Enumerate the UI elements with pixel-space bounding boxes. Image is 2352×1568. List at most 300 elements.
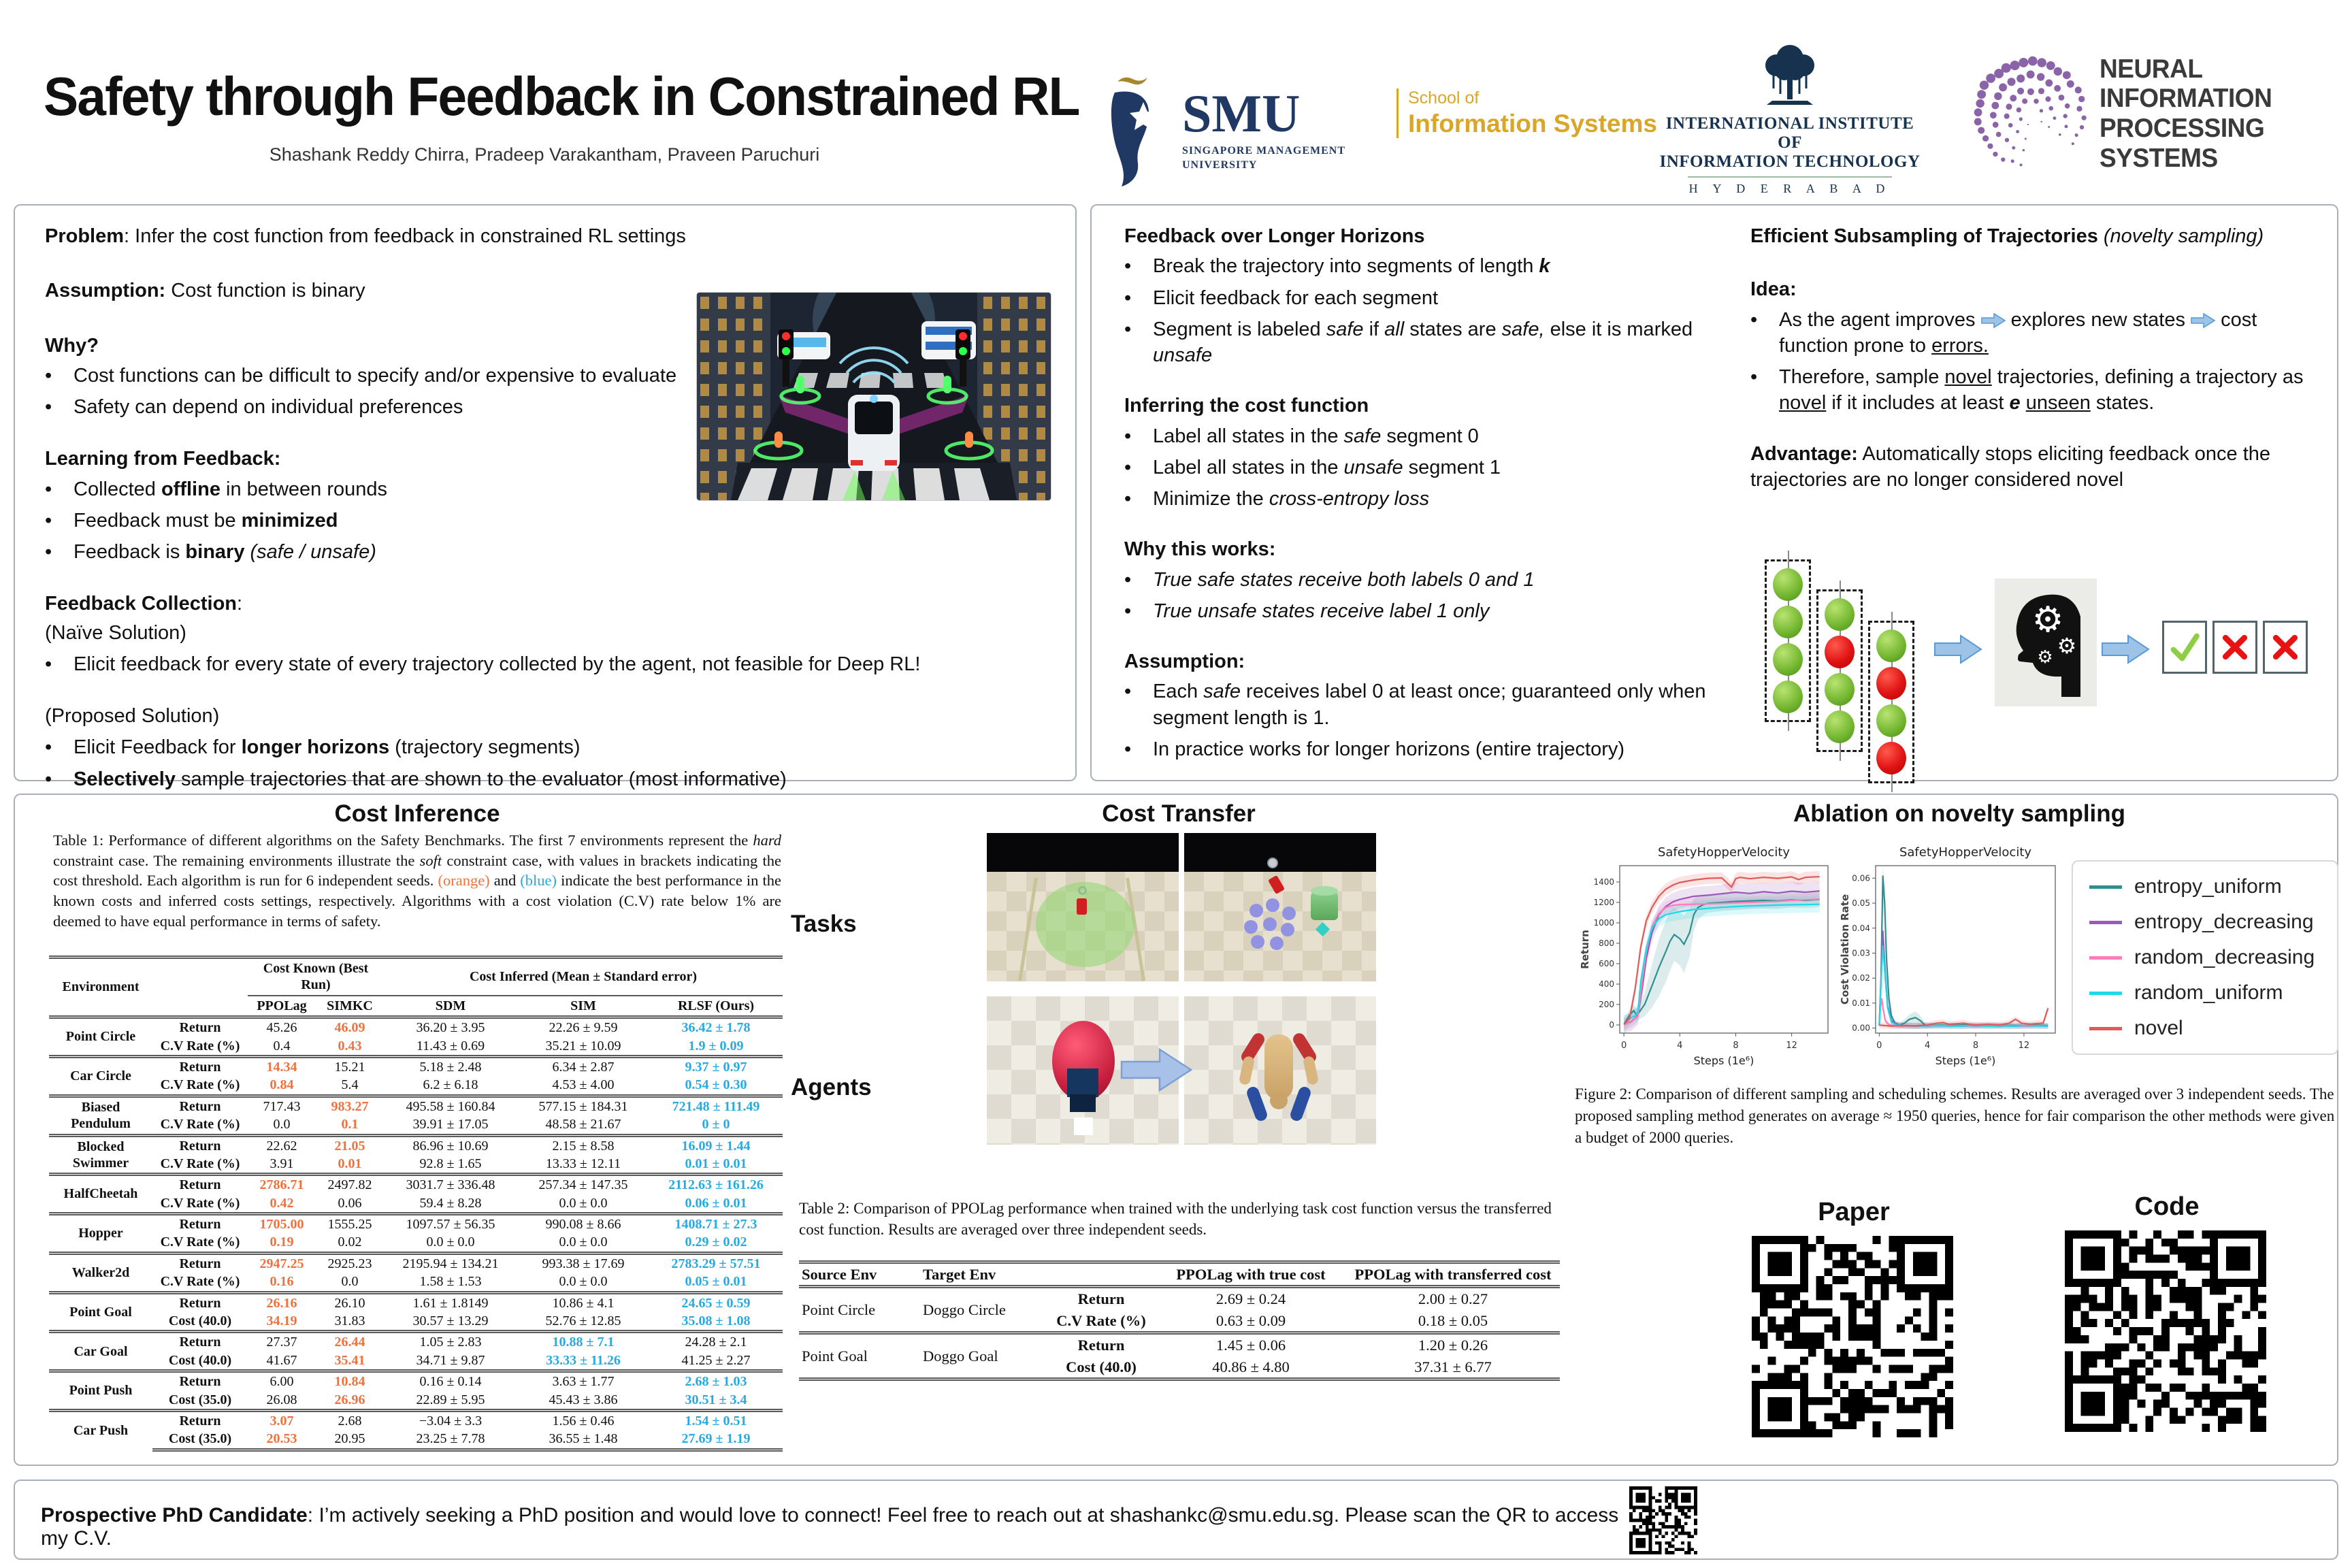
table-cell: 35.41 — [334, 1352, 365, 1368]
iiit-rule — [1688, 176, 1892, 178]
table-cell: 1.45 ± 0.06 — [1156, 1333, 1346, 1356]
table-cell: 9.37 ± 0.97 — [649, 1056, 783, 1076]
bullet-marker: • — [45, 364, 52, 387]
table1: Environment Cost Known (Best Run) Cost Inferred (Mean ± Standard error) PPOLag SIMKC SDM SIM RLSF (Ours) Point Circle Return 45.26 46.09 36.20 ± 3.95 22.26 ± 9.59 36.42 ± 1.78 C.V Rate (%) 0.4 0.43 11.43 ± 0.69 35.21 ± 10.09 1.9 ± 0.09 Car Circle Return 14.34 15.21 5.18 ± 2.48 6.34 ± 2.87 9.37 ± 0.97 C.V Rate (%) 0.84 5.4 6.2 ± 6.18 4.53 ± 4.00 0.54 ± 0.30 Biased Pendulum Return 717.43 983.27 495.58 ± 160.84 577.15 ± 184.31 721.48 ± 111.49 C.V Rate (%) 0.0 0.1 39.91 ± 17.05 48.58 ± 21.67 0 ± 0 Blocked Swimmer Return 22.62 21.05 86.96 ± 10.69 2.15 ± 8.58 16.09 ± 1.44 C.V Rate (%) 3.91 0.01 92.8 ± 1.65 13.33 ± 12.11 0.01 ± 0.01 HalfCheetah Return 2786.71 2497.82 3031.7 ± 336.48 257.34 ± 147.35 2112.63 ± 161.26 C.V Rate (%) 0.42 0.06 59.4 ± 8.28 0.0 ± 0.0 0.06 ± 0.01 Hopper Return 1705.00 1555.25 1097.57 ± 56.35 990.08 ± 8.66 1408.71 ± 27.3 C.V Rate (%) 0.19 0.02 0.0 ± 0.0 0.0 ± 0.0 0.29 ± 0.02 Walker2d Return 2947.25 2925.23 2195.94 ± 134.21 993.38 ± 17.69 2783.29 ± 57.51 C.V Rate (%) 0.16 0.0 1.58 ± 1.53 0.0 ± 0.0 0.05 ± 0.01 Point Goal Return 26.16 26.10 1.61 ± 1.8149 10.86 ± 4.1 24.65 ± 0.59 Cost (40.0) 34.19 31.83 30.57 ± 13.29 52.76 ± 12.85 35.08 ± 1.08 Car Goal Return 27.37 26.44 1.05 ± 2.83 10.88 ± 7.1 24.28 ± 2.1 Cost (40.0) 41.67 35.41 34.71 ± 9.87 33.33 ± 11.26 41.25 ± 2.27 Point Push Return 6.00 10.84 0.16 ± 0.14 3.63 ± 1.77 2.68 ± 1.03 Cost (35.0) 26.08 26.96 22.89 ± 5.95 45.43 ± 3.86 30.51 ± 3.4 Car Push Return 3.07 2.68 −3.04 ± 3.3 1.56 ± 0.46 1.54 ± 0.51 Cost (35.0) 20.53 20.95 23.25 ± 7.78 36.55 ± 1.48 27.69 ± 1.19 — [49, 956, 783, 1452]
text-line — [1124, 393, 1737, 419]
table-cell: 5.18 ± 2.48 — [384, 1056, 517, 1076]
bullet-item — [1750, 364, 2322, 416]
iiit-city: H Y D E R A B A D — [1688, 182, 1891, 195]
text-run: Cost functions can be difficult to specify and/or expensive to evaluate — [74, 364, 677, 387]
text-run: unsafe — [1153, 344, 1213, 367]
environment-name: Biased Pendulum — [49, 1096, 152, 1135]
table-cell: 2.69 ± 0.24 — [1215, 1290, 1286, 1308]
text-run: Feedback is — [74, 541, 186, 564]
column-header: PPOLag with true cost — [1156, 1262, 1346, 1287]
metric-label: C.V Rate (%) — [160, 1038, 240, 1054]
legend-label: novel — [2134, 1017, 2183, 1039]
text-run: Elicit feedback for every state of every trajectory collected by the agent, not feasible for Deep RL! — [74, 653, 921, 675]
table-cell: 1.54 ± 0.51 — [649, 1410, 783, 1430]
arrow-icon — [1981, 309, 2006, 331]
table-cell: 33.33 ± 11.26 — [546, 1352, 621, 1368]
iiit-tree-icon — [1749, 41, 1831, 114]
text-run: True unsafe states receive label 1 only — [1153, 600, 1490, 622]
table-cell: 16.09 ± 1.44 — [649, 1135, 783, 1155]
sis-small-text: School of — [1408, 88, 1480, 108]
legend-label: entropy_decreasing — [2134, 911, 2314, 933]
table-cell: 0.0 ± 0.0 — [426, 1235, 475, 1250]
transfer-arrow-icon — [1119, 1045, 1194, 1094]
metric-label: Return — [152, 1135, 248, 1155]
text-run: e — [2009, 392, 2021, 414]
text-run: cost function prone to — [1779, 308, 2257, 357]
text-run: offline — [161, 478, 220, 500]
text-run: Selectively — [74, 768, 176, 790]
trajectory-segment-3 — [1868, 621, 1914, 783]
svg-text:8: 8 — [1972, 1041, 1979, 1051]
bullet-item — [1124, 486, 1737, 512]
table-cell: 721.48 ± 111.49 — [649, 1096, 783, 1115]
table-cell: 46.09 — [316, 1017, 384, 1037]
table1-caption — [53, 830, 781, 931]
feedback-unsafe-cross — [2212, 621, 2257, 674]
metric-label: Return — [152, 1410, 248, 1430]
text-run: novel — [1944, 366, 1992, 389]
trajectory-segment-2 — [1816, 589, 1863, 752]
text-run: (Naïve Solution) — [45, 621, 186, 644]
legend-swatch — [2089, 1027, 2122, 1030]
table-cell: 0 ± 0 — [702, 1117, 730, 1132]
text-run: Elicit Feedback for — [74, 736, 242, 759]
school-of-information-systems-logo — [1396, 88, 1657, 138]
svg-text:⚙: ⚙ — [2031, 600, 2064, 640]
table-cell: 37.31 ± 6.77 — [1346, 1356, 1560, 1379]
metric-label: Return — [152, 1214, 248, 1234]
arrow-icon — [2191, 309, 2215, 331]
bullet-marker: • — [1124, 255, 1132, 278]
svg-text:0.05: 0.05 — [1852, 898, 1870, 909]
text-run: receives label 0 at least once; guaranteed only when segment length is 1. — [1153, 681, 1706, 729]
table-cell: 11.43 ± 0.69 — [416, 1038, 485, 1054]
table-cell: 1.56 ± 0.46 — [517, 1410, 649, 1430]
environment-name: Car Goal — [49, 1332, 152, 1371]
text-line — [45, 591, 1052, 617]
table-cell: 2112.63 ± 161.26 — [649, 1175, 783, 1194]
text-run: and — [489, 872, 521, 889]
bullet-marker: • — [1124, 318, 1132, 340]
text-run: As the agent improves — [1779, 308, 1981, 331]
bullet-marker: • — [1124, 456, 1132, 478]
neurips-line1: NEURAL INFORMATION — [2099, 54, 2272, 114]
text-run: sample trajectories that are shown to the evaluator (most informative) — [175, 768, 787, 790]
table-cell: 6.00 — [248, 1371, 316, 1391]
bullet-item — [45, 766, 1052, 792]
text-run: safe — [1203, 681, 1241, 703]
table-cell: 2.15 ± 8.58 — [517, 1135, 649, 1155]
text-run: Safety can depend on individual preferences — [74, 396, 463, 419]
text-run: if — [1363, 318, 1385, 340]
bullet-item — [45, 508, 1052, 534]
text-run — [2021, 392, 2026, 414]
svg-text:SafetyHopperVelocity: SafetyHopperVelocity — [1899, 845, 2032, 860]
text-run — [244, 541, 250, 563]
svg-text:600: 600 — [1599, 959, 1614, 968]
text-run: (Proposed Solution) — [45, 705, 220, 728]
table-cell: 26.96 — [334, 1392, 365, 1407]
svg-text:1000: 1000 — [1593, 918, 1614, 928]
table-cell: 26.08 — [266, 1392, 297, 1407]
text-run: Assumption: — [1124, 651, 1245, 673]
smu-sub1: SINGAPORE MANAGEMENT — [1182, 144, 1346, 157]
table-cell: 993.38 ± 17.69 — [517, 1253, 649, 1273]
metric-label: Return — [152, 1175, 248, 1194]
text-run: minimized — [241, 509, 338, 532]
text-run: cross-entropy loss — [1269, 488, 1430, 510]
metric-label: C.V Rate (%) — [160, 1117, 240, 1132]
table-cell: 717.43 — [248, 1096, 316, 1115]
text-run: Each — [1153, 681, 1204, 703]
table-cell: 0.1 — [341, 1117, 359, 1132]
svg-text:SafetyHopperVelocity: SafetyHopperVelocity — [1657, 845, 1791, 860]
bullet-marker: • — [45, 768, 52, 790]
agents-label: Agents — [791, 1074, 872, 1100]
agent-doggo-image — [1184, 996, 1376, 1145]
svg-text:Steps (1e⁶): Steps (1e⁶) — [1693, 1054, 1754, 1067]
table-cell: 20.53 — [248, 1430, 316, 1450]
table-cell: 26.16 — [248, 1292, 316, 1312]
metric-label: C.V Rate (%) — [160, 1156, 240, 1171]
text-run: Problem — [45, 225, 125, 247]
neurips-swirl-icon — [1967, 35, 2097, 192]
bullet-item — [1124, 253, 1737, 279]
text-run: Why this works: — [1124, 538, 1276, 561]
text-run: longer horizons — [241, 736, 390, 759]
text-run: Therefore, sample — [1779, 366, 1945, 389]
smu-sub2: UNIVERSITY — [1182, 159, 1258, 172]
table-cell: 1.9 ± 0.09 — [688, 1038, 744, 1054]
text-run: In practice works for longer horizons (entire trajectory) — [1153, 738, 1625, 760]
table-cell: 35.08 ± 1.08 — [681, 1313, 751, 1329]
bullet-marker: • — [1750, 308, 1758, 331]
text-run: explores new states — [2005, 308, 2191, 331]
svg-text:1200: 1200 — [1593, 898, 1614, 907]
table-cell: 45.26 — [248, 1017, 316, 1037]
table-cell: 48.58 ± 21.67 — [545, 1117, 621, 1132]
table-cell: −3.04 ± 3.3 — [384, 1410, 517, 1430]
text-run: soft — [419, 851, 442, 869]
text-run: if it includes at least — [1826, 392, 2010, 414]
table-cell: 1.20 ± 0.26 — [1346, 1333, 1560, 1356]
trajectory-segment-1 — [1765, 559, 1811, 722]
svg-text:Cost Violation Rate: Cost Violation Rate — [1839, 894, 1851, 1005]
metric-label: C.V Rate (%) — [160, 1077, 240, 1093]
metric-label: Return — [152, 1292, 248, 1312]
table-cell: 40.86 ± 4.80 — [1156, 1356, 1346, 1379]
text-run: states. — [2090, 392, 2155, 414]
text-run: (safe / unsafe) — [250, 541, 376, 564]
table-cell: 0.06 ± 0.01 — [685, 1195, 747, 1211]
table-cell: 0.54 ± 0.30 — [685, 1077, 747, 1093]
text-run: errors. — [1931, 334, 1989, 357]
text-run: Minimize the — [1153, 488, 1269, 510]
text-run: indicate the best performance in the known costs and inferred costs settings, respectively. Algorithms with a cost violation (C.V) rate below 1% are deemed to have equal performance in terms of safety. — [53, 872, 781, 930]
text-run: Automatically stops eliciting feedback once the trajectories are no longer considered novel — [1750, 442, 2271, 491]
column-header: PPOLag — [257, 998, 307, 1013]
task-circle-env-image — [987, 833, 1179, 981]
table-cell: 36.55 ± 1.48 — [517, 1430, 649, 1450]
panel-problem-overview — [14, 204, 1077, 790]
table2-caption — [799, 1198, 1561, 1240]
table-cell: 0.43 — [338, 1038, 362, 1054]
text-run: Assumption: — [45, 280, 166, 302]
metric-label: Return — [152, 1056, 248, 1076]
bullet-marker: • — [45, 509, 52, 532]
table-cell: 0.16 — [270, 1274, 294, 1290]
svg-text:0.03: 0.03 — [1852, 948, 1870, 958]
bullet-item — [1124, 736, 1737, 762]
text-line — [1750, 223, 2322, 249]
column-header — [1047, 1262, 1156, 1287]
text-run: True safe states receive both labels 0 and 1 — [1153, 568, 1535, 591]
metric-label: Return — [1077, 1290, 1125, 1308]
svg-text:200: 200 — [1599, 1000, 1614, 1009]
metric-label: C.V Rate (%) — [1056, 1311, 1146, 1329]
metric-label: Return — [152, 1096, 248, 1115]
bullet-item — [45, 734, 1052, 760]
text-run: (orange) — [438, 872, 490, 889]
table-cell: 3.63 ± 1.77 — [517, 1371, 649, 1391]
table-cell: 24.65 ± 0.59 — [649, 1292, 783, 1312]
table-cell: 22.62 — [248, 1135, 316, 1155]
table-cell: 1705.00 — [248, 1214, 316, 1234]
table-cell: 577.15 ± 184.31 — [517, 1096, 649, 1115]
table-cell: 35.21 ± 10.09 — [545, 1038, 621, 1054]
legend-item — [2089, 946, 2321, 969]
table-cell: 30.57 ± 13.29 — [412, 1313, 489, 1329]
svg-text:Return: Return — [1579, 930, 1591, 969]
table-cell: 1555.25 — [316, 1214, 384, 1234]
svg-text:400: 400 — [1599, 979, 1614, 989]
svg-text:0.06: 0.06 — [1852, 873, 1870, 883]
paper-label: Paper — [1818, 1198, 1890, 1226]
column-header: Target Env — [920, 1262, 1047, 1287]
arrow-icon — [2101, 633, 2150, 666]
table-cell: 27.37 — [248, 1332, 316, 1352]
metric-label: C.V Rate (%) — [160, 1195, 240, 1211]
text-run: Collected — [74, 478, 161, 500]
text-run: (trajectory segments) — [389, 736, 581, 759]
text-run: (novelty sampling) — [2103, 225, 2264, 247]
legend-item — [2089, 981, 2321, 1004]
text-run: novel — [1779, 392, 1827, 414]
legend-swatch — [2089, 885, 2122, 889]
table-cell: 10.84 — [316, 1371, 384, 1391]
text-line — [45, 620, 1052, 646]
metric-label: Return — [152, 1332, 248, 1352]
text-run: Label all states in the — [1153, 425, 1344, 447]
text-run: Prospective PhD Candidate — [41, 1504, 308, 1526]
bullet-marker: • — [1124, 600, 1132, 622]
text-run: constraint case. The remaining environments illustrate the — [53, 851, 420, 869]
column-header: PPOLag with transferred cost — [1346, 1262, 1560, 1287]
table-cell: 2195.94 ± 134.21 — [384, 1253, 517, 1273]
cost-inference-heading: Cost Inference — [334, 800, 500, 827]
legend-label: random_uniform — [2134, 981, 2283, 1004]
text-run: segment 1 — [1403, 456, 1501, 478]
table-cell: 1408.71 ± 27.3 — [649, 1214, 783, 1234]
table-cell: 59.4 ± 8.28 — [419, 1195, 482, 1211]
svg-text:0: 0 — [1876, 1041, 1882, 1051]
svg-text:0.00: 0.00 — [1852, 1023, 1870, 1033]
table-cell: 0.0 — [273, 1117, 291, 1132]
table-cell: 34.19 — [266, 1313, 297, 1329]
table-cell: 45.43 ± 3.86 — [549, 1392, 618, 1407]
svg-text:12: 12 — [1786, 1041, 1797, 1051]
metric-label: C.V Rate (%) — [160, 1274, 240, 1290]
feedback-safe-checkbox — [2162, 621, 2207, 674]
text-run: : — [237, 593, 243, 615]
table-cell: 0.16 ± 0.14 — [384, 1371, 517, 1391]
environment-name: Point Goal — [49, 1292, 152, 1332]
table-cell: 92.8 ± 1.65 — [419, 1156, 482, 1171]
cv-qr-code — [1629, 1486, 1697, 1558]
svg-text:0.04: 0.04 — [1852, 923, 1870, 933]
iiit-hyderabad-logo — [1654, 41, 1926, 196]
bullet-marker: • — [1124, 681, 1132, 703]
text-run: unsafe — [1343, 456, 1403, 478]
text-line — [45, 703, 1052, 729]
metric-label: Cost (40.0) — [168, 1352, 232, 1368]
iiit-line1: INTERNATIONAL INSTITUTE OF — [1665, 114, 1914, 152]
text-run: Feedback over Longer Horizons — [1124, 225, 1425, 247]
bullet-marker: • — [1124, 568, 1132, 591]
authors: Shashank Reddy Chirra, Pradeep Varakantham, Praveen Paruchuri — [269, 144, 820, 165]
table-cell: 0.4 — [273, 1038, 291, 1054]
table-cell: 2.00 ± 0.27 — [1418, 1290, 1488, 1308]
table-cell: 990.08 ± 8.66 — [517, 1214, 649, 1234]
table-cell: 30.51 ± 3.4 — [685, 1392, 747, 1407]
smu-mark-icon — [1108, 74, 1173, 189]
iiit-line2: INFORMATION TECHNOLOGY — [1659, 152, 1921, 171]
metric-label: Return — [152, 1371, 248, 1391]
table-cell: 10.86 ± 4.1 — [517, 1292, 649, 1312]
text-run: binary — [185, 541, 245, 564]
text-run: Figure 2: Comparison of different sampling and scheduling schemes. Results are averaged over 3 independent seeds. The proposed sampling method generates on average ≈ 1950 queries, hence for fair comparison the other methods were given a budget of 2000 queries. — [1575, 1085, 2335, 1147]
column-header: SIM — [570, 998, 596, 1013]
table2 — [799, 1260, 1560, 1381]
table-cell: 2925.23 — [316, 1253, 384, 1273]
svg-text:0: 0 — [1621, 1041, 1627, 1051]
code-label: Code — [2134, 1192, 2200, 1221]
table-cell: 257.34 ± 147.35 — [517, 1175, 649, 1194]
evaluator-brain-icon — [1995, 578, 2097, 706]
table-cell: 495.58 ± 160.84 — [384, 1096, 517, 1115]
text-run: Table 2: Comparison of PPOLag performance when trained with the underlying task cost function versus the transferred cost function. Results are averaged over three independent seeds. — [799, 1200, 1552, 1239]
task-goal-env-image — [1184, 833, 1376, 981]
svg-text:1400: 1400 — [1593, 877, 1614, 887]
table-cell: 5.4 — [341, 1077, 359, 1093]
bullet-marker: • — [1750, 366, 1758, 389]
chart-legend — [2072, 860, 2338, 1055]
table-cell: 0.63 ± 0.09 — [1215, 1311, 1286, 1329]
text-run: states are — [1404, 318, 1502, 340]
svg-text:4: 4 — [1925, 1041, 1931, 1051]
text-run: trajectories, defining a trajectory as — [1991, 366, 2304, 389]
table-cell: 13.33 ± 12.11 — [545, 1156, 621, 1171]
source-env: Point Circle — [802, 1301, 876, 1319]
text-run: : Infer the cost function from feedback in constrained RL settings — [124, 225, 686, 247]
table-cell: 0.18 ± 0.05 — [1418, 1311, 1488, 1329]
text-run: Elicit feedback for each segment — [1153, 287, 1439, 309]
table-cell: 20.95 — [316, 1430, 384, 1450]
text-run: : — [1790, 278, 1797, 301]
table-cell: 0.01 ± 0.01 — [685, 1156, 747, 1171]
legend-item — [2089, 875, 2321, 898]
target-env: Doggo Circle — [923, 1301, 1006, 1319]
bullet-item — [45, 539, 1052, 565]
text-line — [1124, 536, 1737, 562]
text-run: constraint case, with values in brackets indicating the cost threshold. Each algorithm is run for 6 independent seeds. — [53, 851, 781, 889]
text-run: Break the trajectory into segments of length — [1153, 255, 1539, 278]
svg-text:8: 8 — [1733, 1041, 1739, 1051]
svg-text:0.02: 0.02 — [1852, 973, 1870, 983]
column-header: RLSF (Ours) — [677, 998, 755, 1013]
table-cell: 0.0 ± 0.0 — [559, 1195, 608, 1211]
text-run: all — [1384, 318, 1405, 340]
footer-bar — [14, 1480, 2338, 1560]
environment-name: Blocked Swimmer — [49, 1135, 152, 1175]
paper-qr-code — [1752, 1236, 1953, 1441]
table-cell: 39.91 ± 17.05 — [412, 1117, 489, 1132]
text-run: (blue) — [520, 872, 557, 889]
bullet-item — [1124, 567, 1737, 593]
text-run: Idea — [1750, 278, 1791, 301]
source-env: Point Goal — [799, 1333, 920, 1379]
legend-swatch — [2089, 921, 2122, 924]
table-cell: 0.19 — [270, 1235, 294, 1250]
table-cell: 0.0 ± 0.0 — [559, 1235, 608, 1250]
table-cell: 34.71 ± 9.87 — [416, 1352, 485, 1368]
table-cell: 1097.57 ± 56.35 — [384, 1214, 517, 1234]
legend-label: entropy_uniform — [2134, 875, 2282, 898]
table-cell: 14.34 — [248, 1056, 316, 1076]
code-qr-code — [2065, 1230, 2266, 1435]
table-cell: 2783.29 ± 57.51 — [649, 1253, 783, 1273]
svg-text:⚙: ⚙ — [2057, 633, 2077, 659]
environment-name: Car Circle — [49, 1056, 152, 1096]
metric-label: Cost (40.0) — [168, 1313, 232, 1329]
bullet-marker: • — [45, 541, 52, 564]
text-run: safe, — [1501, 318, 1545, 340]
table-cell: 22.26 ± 9.59 — [517, 1017, 649, 1037]
table-cell: 3.07 — [248, 1410, 316, 1430]
text-line — [1750, 276, 2322, 302]
figure2-caption — [1575, 1083, 2345, 1149]
svg-text:0: 0 — [1609, 1020, 1614, 1030]
bullet-item — [1750, 307, 2322, 359]
table-cell: 24.28 ± 2.1 — [649, 1332, 783, 1352]
table-cell: 41.67 — [266, 1352, 297, 1368]
legend-item — [2089, 1017, 2321, 1040]
table-cell: 21.05 — [316, 1135, 384, 1155]
table-cell: 1.05 ± 2.83 — [384, 1332, 517, 1352]
text-line — [1750, 441, 2322, 493]
metric-label: Cost (35.0) — [152, 1430, 248, 1450]
environment-name: Point Push — [49, 1371, 152, 1411]
table-cell: 27.69 ± 1.19 — [649, 1430, 783, 1450]
table-cell: 22.89 ± 5.95 — [416, 1392, 485, 1407]
panel-method — [1090, 204, 2338, 781]
table-cell: 26.10 — [316, 1292, 384, 1312]
